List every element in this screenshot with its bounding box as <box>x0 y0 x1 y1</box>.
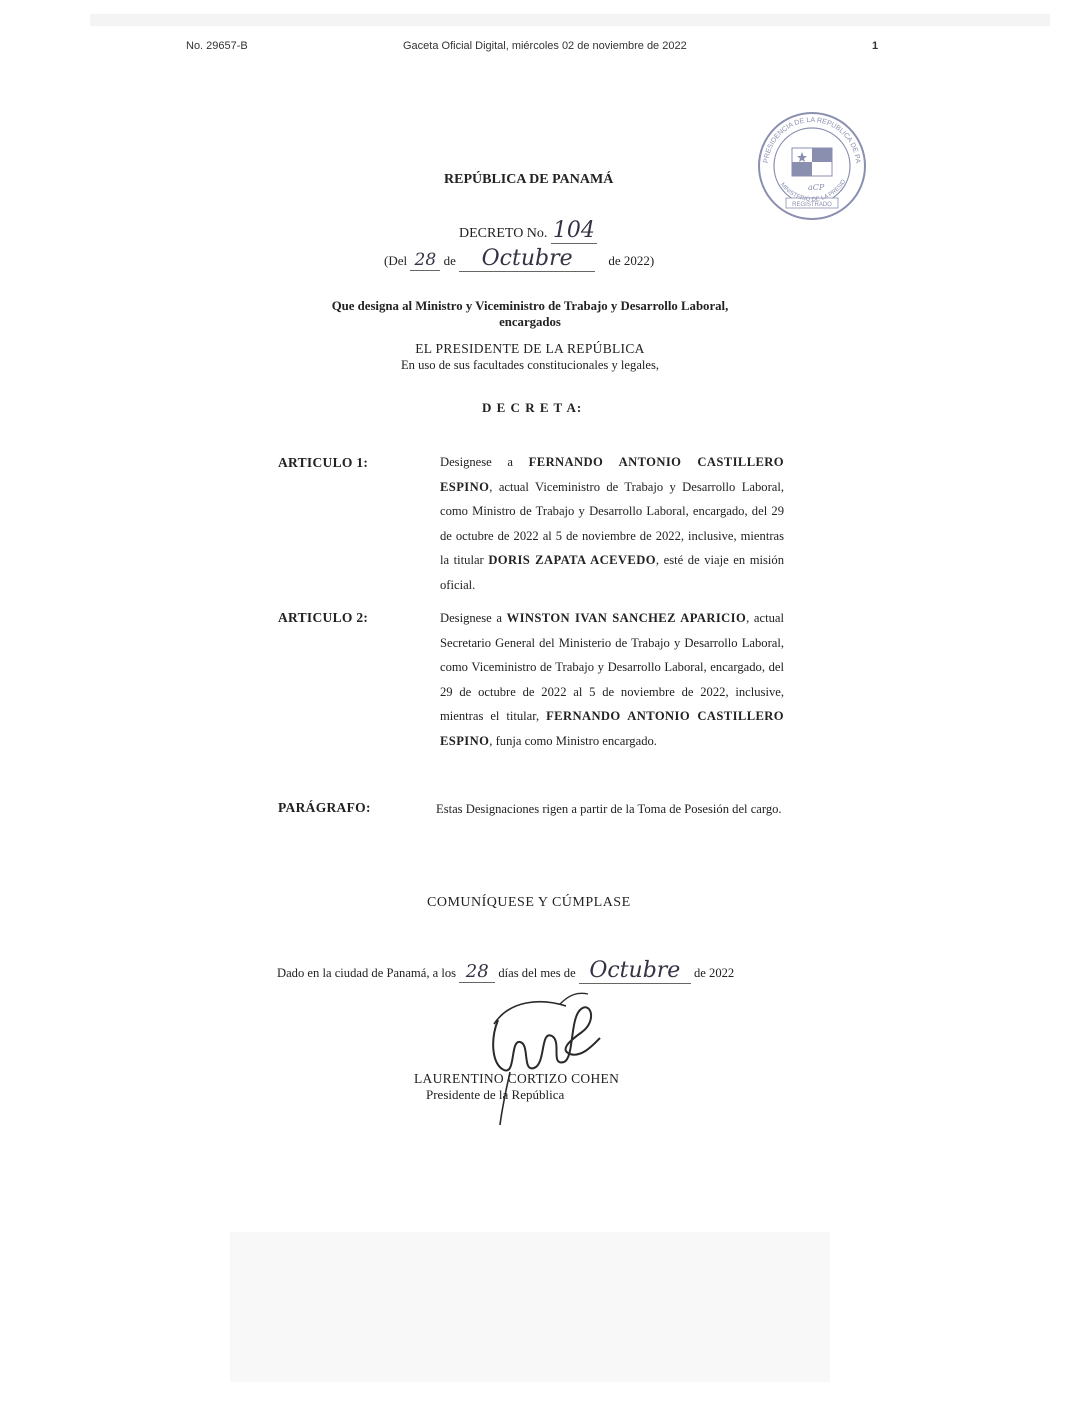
paragraph-body: Estas Designaciones rigen a partir de la Toma de Posesión del cargo. <box>436 802 782 816</box>
seal-initials: aCP <box>808 183 825 192</box>
decree-number: 104 <box>552 218 595 243</box>
date-de: de <box>443 253 456 268</box>
signatory-title: Presidente de la República <box>426 1087 565 1102</box>
date-day: 28 <box>414 250 437 270</box>
seal-banner: REGISTRADO <box>792 202 832 208</box>
given-prefix: Dado en la ciudad de Panamá, a los <box>277 966 457 980</box>
subject-line-1: Que designa al Ministro y Viceministro de Trabajo y Desarrollo Laboral, <box>331 299 729 313</box>
article-2-label: ARTICULO 2: <box>278 610 369 625</box>
date-month: Octubre <box>481 246 573 271</box>
decree-subject <box>280 298 780 330</box>
page-number: 1 <box>872 40 879 52</box>
decree-number-line <box>459 218 597 244</box>
given-middle: días del mes de <box>498 966 576 980</box>
seal-ring-bottom: MINISTERIO DE LA PRESID <box>778 178 848 204</box>
republic-title: REPÚBLICA DE PANAMÁ <box>444 172 614 187</box>
authority-block <box>330 340 730 374</box>
svg-text:PRESIDENCIA DE LA REPUBLICA DE <box>756 110 861 164</box>
presidential-seal <box>756 110 868 222</box>
article-1-body: Designese a FERNANDO ANTONIO CASTILLERO ESPINO, actual Viceministro de Trabajo y Desarrollo Laboral, como Ministro de Trabajo y Desarrollo Laboral, encargado, del 29 de octubre de 2022 al 5 de noviembre de 2022, inclusive, mientras la titular DORIS ZAPATA ACEVEDO, esté de viaje en misión oficial. <box>440 455 785 592</box>
given-month: Octubre <box>589 958 681 983</box>
gazette-number: No. 29657-B <box>186 40 248 52</box>
decree-label: DECRETO No. <box>459 226 548 241</box>
date-open: (Del <box>384 253 408 268</box>
subject-line-2: encargados <box>499 315 561 329</box>
decree-date-line <box>384 246 654 272</box>
signature-icon <box>470 980 620 1130</box>
seal-ring-top: PRESIDENCIA DE LA REPUBLICA DE PA <box>763 116 861 164</box>
bold-name: FERNANDO ANTONIO CASTILLERO ESPINO <box>440 455 784 494</box>
given-day: 28 <box>465 961 489 982</box>
scan-shadow-top <box>90 14 1050 26</box>
article-2-body: Designese a WINSTON IVAN SANCHEZ APARICIO, actual Secretario General del Ministerio de Trabajo y Desarrollo Laboral, como Viceministro de Trabajo y Desarrollo Laboral, encargado, del 29 de octubre de 2022 al 5 de noviembre de 2022, inclusive, mientras el titular, FERNANDO ANTONIO CASTILLERO ESPINO, funja como Ministro encargado. <box>440 611 784 748</box>
bold-name: WINSTON IVAN SANCHEZ APARICIO <box>506 611 747 625</box>
bold-name: FERNANDO ANTONIO CASTILLERO ESPINO <box>440 709 784 748</box>
authority-basis: En uso de sus facultades constitucionales y legales, <box>400 358 660 372</box>
authority-title: EL PRESIDENTE DE LA REPÚBLICA <box>415 341 645 356</box>
signatory-name: LAURENTINO CORTIZO COHEN <box>414 1071 620 1086</box>
given-suffix: de 2022 <box>693 966 735 980</box>
scan-shadow-bottom <box>230 1232 830 1382</box>
paragraph-label: PARÁGRAFO: <box>278 800 371 815</box>
article-1-label: ARTICULO 1: <box>278 455 369 470</box>
decreta-heading: D E C R E T A: <box>482 400 583 415</box>
date-close: de 2022) <box>608 253 655 268</box>
closing-formula: COMUNÍQUESE Y CÚMPLASE <box>427 895 631 910</box>
bold-name: DORIS ZAPATA ACEVEDO <box>488 553 656 567</box>
seal-stamp-icon <box>756 110 868 222</box>
gazette-title: Gaceta Oficial Digital, miércoles 02 de noviembre de 2022 <box>403 40 687 52</box>
